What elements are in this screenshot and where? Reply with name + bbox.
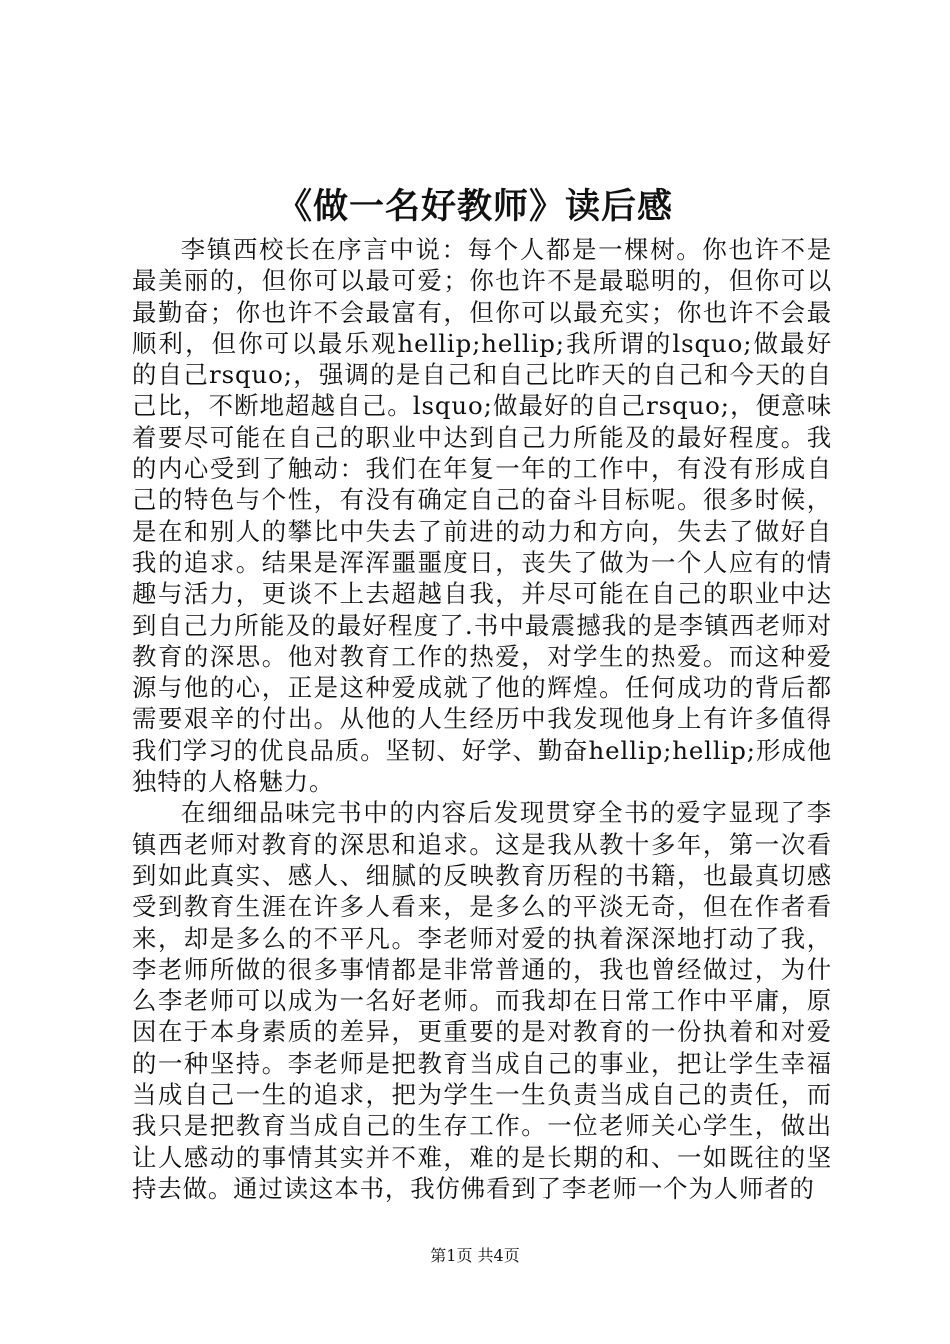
- document-body: [132, 234, 832, 1204]
- paragraph-1: 李镇西校长在序言中说：每个人都是一棵树。你也许不是最美丽的，但你可以最可爱；你也许不是最聪明的，但你可以最勤奋；你也许不会最富有，但你可以最充实；你也许不会最顺利，但你可以最乐观hellip;hellip;我所谓的lsquo;做最好的自己rsquo;，强调的是自己和自己比昨天的自己和今天的自己比，不断地超越自己。lsquo;做最好的自己rsquo;，便意味着要尽可能在自己的职业中达到自己力所能及的最好程度。我的内心受到了触动：我们在年复一年的工作中，有没有形成自己的特色与个性，有没有确定自己的奋斗目标呢。很多时候，是在和别人的攀比中失去了前进的动力和方向，失去了做好自我的追求。结果是浑浑噩噩度日，丧失了做为一个人应有的情趣与活力，更谈不上去超越自我，并尽可能在自己的职业中达到自己力所能及的最好程度了.书中最震撼我的是李镇西老师对教育的深思。他对教育工作的热爱，对学生的热爱。而这种爱源与他的心，正是这种爱成就了他的辉煌。任何成功的背后都需要艰辛的付出。从他的人生经历中我发现他身上有许多值得我们学习的优良品质。坚韧、好学、勤奋hellip;hellip;形成他独特的人格魅力。: [132, 235, 832, 797]
- document-title: 《做一名好教师》读后感: [276, 186, 673, 227]
- page-number-footer: 第1页 共4页: [430, 1246, 520, 1265]
- paragraph-2: 在细细品味完书中的内容后发现贯穿全书的爱字显现了李镇西老师对教育的深思和追求。这是我从教十多年，第一次看到如此真实、感人、细腻的反映教育历程的书籍，也最真切感受到教育生涯在许多人看来，是多么的平淡无奇，但在作者看来，却是多么的不平凡。李老师对爱的执着深深地打动了我，李老师所做的很多事情都是非常普通的，我也曾经做过，为什么李老师可以成为一名好老师。而我却在日常工作中平庸，原因在于本身素质的差异，更重要的是对教育的一份执着和对爱的一种坚持。李老师是把教育当成自己的事业，把让学生幸福当成自己一生的追求，把为学生一生负责当成自己的责任，而我只是把教育当成自己的生存工作。一位老师关心学生，做出让人感动的事情其实并不难，难的是长期的和、一如既往的坚持去做。通过读这本书，我仿佛看到了李老师一个为人师者的: [132, 798, 832, 1203]
